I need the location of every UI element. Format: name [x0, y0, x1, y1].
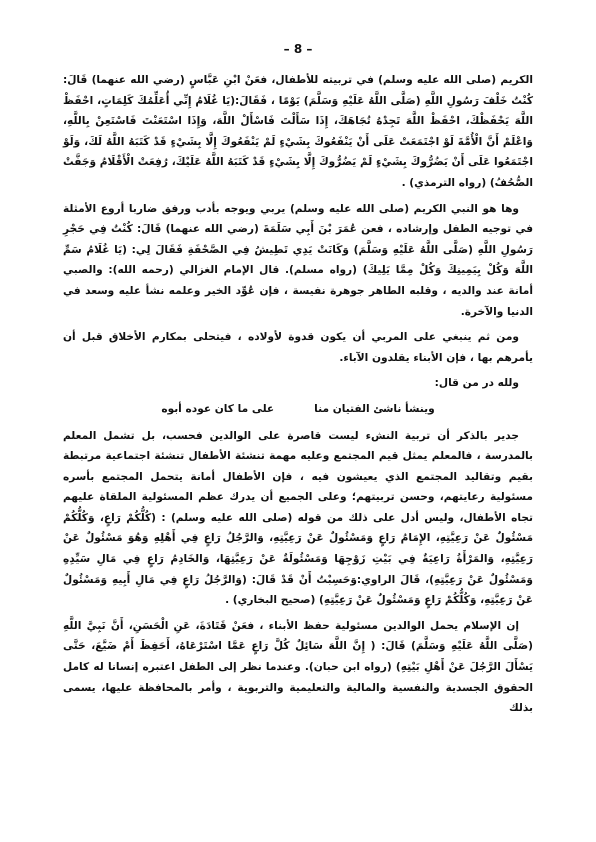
verse-second-hemistich: على ما كان عوده أبوه: [161, 402, 275, 415]
paragraph-poem-intro: ولله در من قال:: [434, 377, 519, 390]
paragraph-prophet-guidance: وها هو النبي الكريم (صلى الله عليه وسلم) يربي ويوجه بأدب ورفق ضاربا أروع الأمثلة في توجيه الطفل وإرشاده ، فعن عُمَرَ بْنَ أَبِي سَلَمَةَ (رضي الله عنهما) قَالَ: كُنْتُ فِي حَجْرِ رَسُولِ اللَّهِ (صَلَّى اللَّهُ عَلَيْهِ وَسَلَّمَ) وَكَانَتْ يَدِي تَطِيشُ فِي الصَّحْفَةِ فَقَالَ لِي: (يَا غُلَامُ سَمِّ اللَّهَ وَكُلْ بِيَمِينِكَ وَكُلْ مِمَّا يَلِيكَ) (رواه مسلم). قال الإمام الغزالي (رحمه الله): والصبي أمانة عند والديه ، وقلبه الطاهر جوهرة نفيسة ، فإن عُوِّد الخير وعلمه نشأ عليه وسعد في الدنيا والآخرة.: [63, 202, 533, 318]
body-text: [63, 70, 533, 724]
paragraph-islam-responsibility: إن الإسلام يحمل الوالدين مسئولية حفظ الأبناء ، فعَنْ قَتَادَةَ، عَنِ الْحَسَنِ، أَنَّ نَبِيَّ اللَّهِ (صَلَّى اللَّهُ عَلَيْهِ وَسَلَّمَ) قَالَ: ( إِنَّ اللَّهَ سَائِلٌ كُلَّ رَاعٍ عَمَّا اسْتَرْعَاهُ، أَحَفِظَ أَمْ ضَيَّعَ، حَتَّى يَسْأَلَ الرَّجُلَ عَنْ أَهْلِ بَيْتِهِ) (رواه ابن حبان). وعندما نظر إلى الطفل اعتبره إنسانا له كامل الحقوق الجسدية والنفسية والمالية والتعليمية والتربوية ، وأمر بالمحافظة عليها، يسمى بذلك: [63, 619, 533, 715]
paragraph-role-model: ومن ثم ينبغي على المربي أن يكون قدوة لأولاده ، فيتحلى بمكارم الأخلاق قبل أن يأمرهم بها ، فإن الأبناء يقلدون الآباء.: [63, 331, 533, 364]
verse-first-hemistich: وينشأ ناشئ الفتيان منا: [314, 402, 435, 415]
page-number: – 8 –: [283, 42, 313, 56]
poem-verse: [63, 399, 533, 420]
paragraph-hadith-ibn-abbas: الكريم (صلى الله عليه وسلم) في تربيته للأطفال، فعَنْ ابْنِ عَبَّاسٍ (رضي الله عنهما) قَالَ: كُنْتُ خَلْفَ رَسُولِ اللَّهِ (صَلَّى اللَّهُ عَلَيْهِ وَسَلَّمَ) يَوْمًا ، فَقَالَ:(يَا غُلَامُ إِنِّي أُعَلِّمُكَ كَلِمَاتٍ، احْفَظْ اللَّهَ يَحْفَظْكَ، احْفَظْ اللَّهَ تَجِدْهُ تُجَاهَكَ، إِذَا سَأَلْتَ فَاسْأَلْ اللَّهَ، وَإِذَا اسْتَعَنْتَ فَاسْتَعِنْ بِاللَّهِ، وَاعْلَمْ أَنَّ الْأُمَّةَ لَوْ اجْتَمَعَتْ عَلَى أَنْ يَنْفَعُوكَ بِشَيْءٍ لَمْ يَنْفَعُوكَ إِلَّا بِشَيْءٍ قَدْ كَتَبَهُ اللَّهُ لَكَ، وَلَوْ اجْتَمَعُوا عَلَى أَنْ يَضُرُّوكَ بِشَيْءٍ لَمْ يَضُرُّوكَ إِلَّا بِشَيْءٍ قَدْ كَتَبَهُ اللَّهُ عَلَيْكَ، رُفِعَتْ الْأَقْلَامُ وَجَفَّتْ الصُّحُفُ) (رواه الترمذي) .: [63, 74, 533, 189]
paragraph-community-responsibility: جدير بالذكر أن تربية النشء ليست قاصرة على الوالدين فحسب، بل تشمل المعلم بالمدرسة ، فالمعلم يمثل قيم المجتمع وعليه مهمة تنشئة الأطفال تنشئة اجتماعية مرتبطة بقيم وتقاليد المجتمع الذي يعيشون فيه ، فإن الأطفال أمانة يتحمل المجتمع بأسره مسئولية رعايتهم، وحسن تربيتهم؛ وعلى الجميع أن يدرك عظم المسئولية الملقاة عليهم تجاه الأطفال، وليس أدل على ذلك من قوله (صلى الله عليه وسلم) : (كُلُّكُمْ رَاعٍ، وَكُلُّكُمْ مَسْئُولٌ عَنْ رَعِيَّتِهِ، الإِمَامُ رَاعٍ وَمَسْئُولٌ عَنْ رَعِيَّتِهِ، وَالرَّجُلُ رَاعٍ فِي أَهْلِهِ وَهُوَ مَسْئُولٌ عَنْ رَعِيَّتِهِ، وَالمَرْأَةُ رَاعِيَةٌ فِي بَيْتِ زَوْجِهَا وَمَسْئُولَةٌ عَنْ رَعِيَّتِهَا، وَالخَادِمُ رَاعٍ فِي مَالِ سَيِّدِهِ وَمَسْئُولٌ عَنْ رَعِيَّتِهِ)، قَالَ الراوي:وَحَسِبْتُ أَنْ قَدْ قَالَ: (وَالرَّجُلُ رَاعٍ فِي مَالِ أَبِيهِ وَمَسْئُولٌ عَنْ رَعِيَّتِهِ، وَكُلُّكُمْ رَاعٍ وَمَسْئُولٌ عَنْ رَعِيَّتِهِ) (صحيح البخاري) .: [63, 429, 533, 607]
